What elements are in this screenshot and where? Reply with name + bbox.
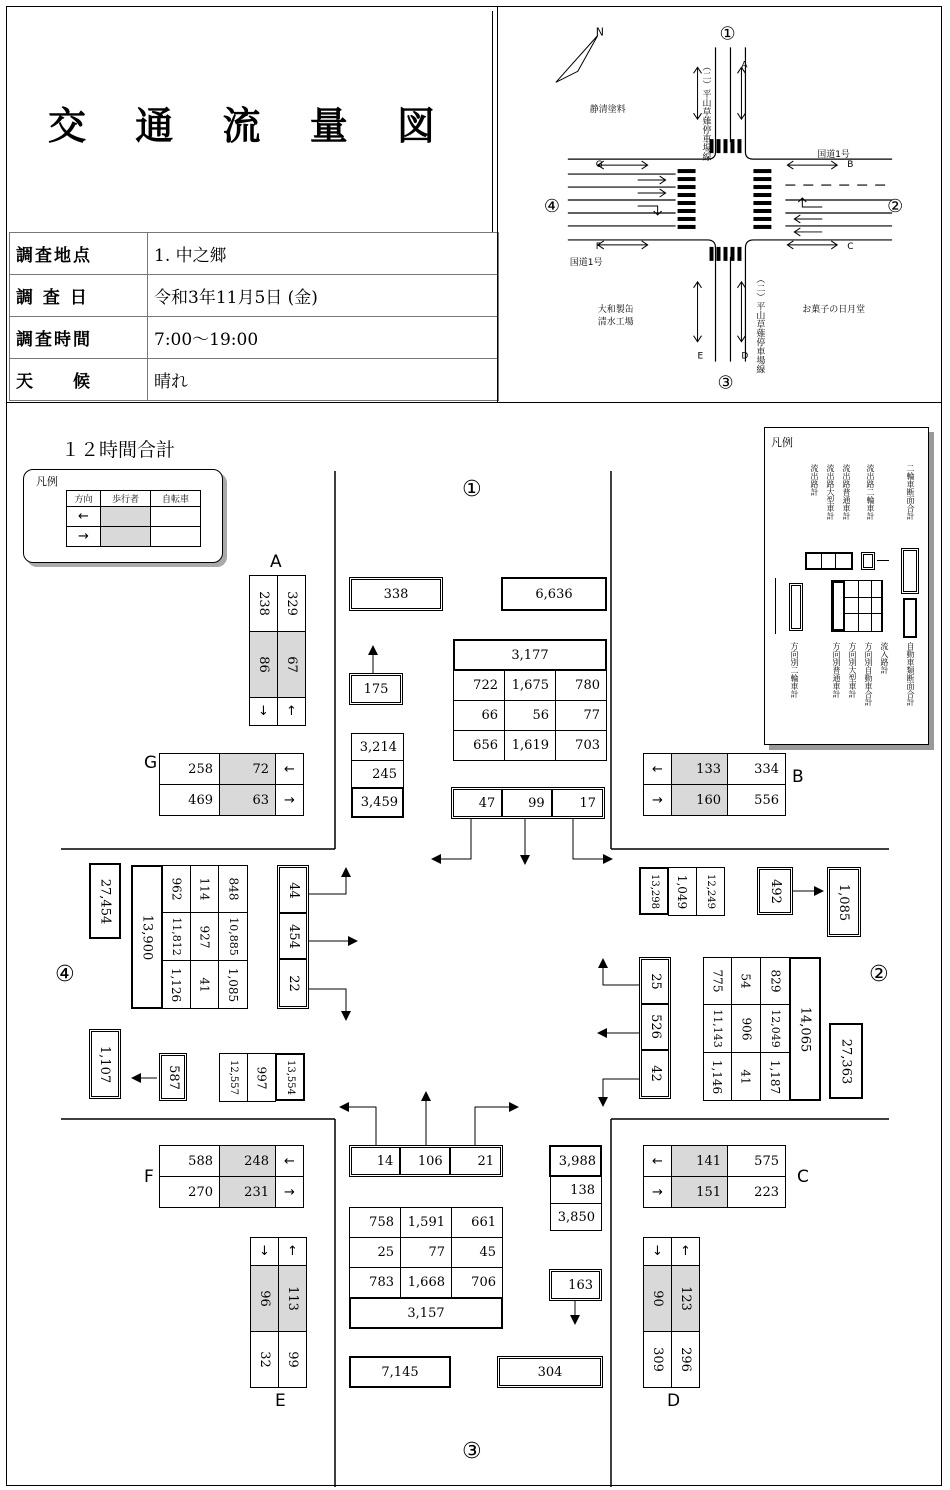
map-road-national-west: 国道1号 — [569, 257, 603, 268]
crossing-label-f: F — [144, 1167, 154, 1187]
value: 86 — [255, 656, 271, 673]
south-dir-auto-left: 758 — [350, 1208, 401, 1238]
legend-arrow-left: ← — [67, 507, 101, 527]
south-dir-2w-right: 21 — [451, 1148, 500, 1174]
value: 123 — [677, 1286, 693, 1311]
crossing-a-bike-down — [250, 576, 278, 632]
subtitle: １２時間合計 — [61, 439, 176, 461]
map-approach-3: ③ — [717, 372, 734, 394]
east-auto-straight — [704, 1005, 732, 1053]
arrow-down-icon: ↓ — [644, 1238, 672, 1266]
west-normal-left — [163, 961, 191, 1009]
value: 22 — [285, 974, 301, 992]
west-dir-2w-box — [277, 865, 309, 1009]
north-section-auto: 6,636 — [501, 577, 607, 611]
north-dir-auto-straight: 1,675 — [505, 671, 556, 701]
legend-arrow-right: → — [67, 527, 101, 547]
north-out-2w: 175 — [349, 673, 403, 705]
south-dir-normal-straight: 1,668 — [401, 1268, 452, 1298]
south-dir-auto-right: 661 — [452, 1208, 503, 1238]
west-dir-2w-right — [280, 960, 306, 1006]
crossing-f-table — [159, 1145, 304, 1208]
legend-dir-2w-box — [789, 583, 803, 631]
east-out-total-value: 13,298 — [648, 873, 660, 909]
value: 1,126 — [169, 967, 184, 1002]
value: 90 — [649, 1290, 665, 1307]
north-dir-large-right: 77 — [556, 701, 607, 731]
legend-dir-grid — [831, 580, 883, 632]
west-section-2w-value: 1,107 — [97, 1045, 113, 1083]
row-value: 7:00～19:00 — [148, 317, 499, 359]
crossing-d-bike-up — [672, 1332, 700, 1388]
crossing-d-table — [643, 1237, 700, 1388]
east-out-large — [669, 868, 697, 916]
north-dir-normal-left: 656 — [454, 731, 505, 761]
east-in-total-value: 14,065 — [797, 1006, 813, 1052]
row-label: 調査時間 — [10, 317, 148, 359]
value: 1,187 — [768, 1059, 783, 1094]
legend-dir-normal: 方向別普通車計 — [832, 642, 841, 698]
west-section-2w — [89, 1029, 121, 1099]
legend-title: 凡例 — [771, 436, 793, 449]
crossing-g-ped-right: 63 — [220, 785, 276, 816]
east-dir-2w-right — [642, 960, 668, 1005]
east-direction-grid — [703, 957, 790, 1101]
map-landmark-sw-2: 清水工場 — [597, 317, 634, 328]
crossing-b-bike-left: 334 — [728, 754, 786, 785]
east-section-auto-value: 27,363 — [838, 1038, 854, 1084]
south-out-total: 3,988 — [549, 1145, 602, 1177]
crossing-b-ped-right: 160 — [672, 785, 728, 816]
south-dir-2w-left: 14 — [352, 1148, 401, 1174]
crossing-e-bike-up — [279, 1332, 307, 1388]
east-section-2w — [827, 867, 861, 937]
lane-arrows — [595, 67, 837, 341]
crossing-e-bike-down — [251, 1332, 279, 1388]
value: 526 — [647, 1014, 663, 1040]
legend-bike-cell — [151, 527, 201, 547]
value: 848 — [226, 877, 240, 901]
map-point-f: F — [595, 241, 601, 252]
east-section-2w-value: 1,085 — [836, 883, 852, 921]
west-in-total-value: 13,900 — [139, 914, 155, 960]
value: 962 — [169, 877, 184, 901]
crosswalk-markings — [678, 139, 772, 261]
arrow-down-icon: ↓ — [251, 1238, 279, 1266]
arrow-up-icon: ↑ — [278, 698, 306, 726]
arrow-down-icon: ↓ — [250, 698, 278, 726]
west-out-normal-value: 13,554 — [284, 1059, 296, 1095]
survey-info-table — [9, 232, 499, 401]
approach-label-3: ③ — [462, 1439, 482, 1464]
value: 454 — [285, 923, 301, 949]
west-normal-straight — [163, 913, 191, 961]
survey-date-row — [10, 275, 499, 317]
crossing-f-bike-left: 588 — [160, 1146, 220, 1177]
legend-dir-auto: 方向別自動車合計 — [864, 642, 873, 706]
map-approach-2: ② — [887, 195, 904, 217]
survey-time-row — [10, 317, 499, 359]
north-out-total: 3,214 — [351, 733, 404, 761]
crossing-b-ped-left: 133 — [672, 754, 728, 785]
legend-table — [66, 490, 201, 547]
south-direction-grid — [349, 1207, 503, 1298]
legend-section-auto: 自動車類断面合計 — [906, 642, 915, 706]
north-dir-large-left: 66 — [454, 701, 505, 731]
legend-in-total: 流入路計 — [880, 642, 889, 674]
west-auto-straight — [219, 913, 248, 961]
value: 12,049 — [768, 1009, 782, 1048]
legend-out-2w-box — [861, 552, 875, 570]
west-out-2w-value: 587 — [165, 1064, 181, 1090]
crossing-label-b: B — [792, 767, 804, 787]
east-auto-right — [704, 958, 732, 1005]
north-dir-2w-left: 47 — [454, 790, 503, 816]
south-dir-large-left: 25 — [350, 1238, 401, 1268]
east-dir-2w-straight — [642, 1005, 668, 1050]
legend-outflow-box — [805, 552, 853, 570]
map-road-local-south: （二）平山草薙停車場線 — [754, 274, 765, 374]
arrow-left-icon: ← — [276, 754, 304, 785]
crossing-f-ped-right: 231 — [220, 1177, 276, 1208]
south-section-2w: 304 — [497, 1356, 603, 1388]
north-arrow-icon — [556, 25, 604, 82]
row-label: 調 査 日 — [10, 275, 148, 317]
value: 114 — [197, 877, 212, 901]
legend-section-2w: 二輪車断面合計 — [906, 464, 915, 520]
west-out-2w — [159, 1053, 187, 1101]
map-road-local-north: （二）平山草薙停車場線 — [700, 62, 711, 161]
north-section-2w: 338 — [349, 577, 443, 611]
crossing-a-ped-down — [250, 632, 278, 698]
crossing-d-ped-down — [644, 1266, 672, 1332]
row-value: 晴れ — [148, 359, 499, 401]
crossing-d-bike-down — [644, 1332, 672, 1388]
value: 829 — [768, 969, 782, 993]
value: 906 — [739, 1017, 753, 1040]
map-landmark-se: お菓子の日月堂 — [802, 304, 866, 315]
north-direction-grid — [453, 670, 607, 761]
crossing-d-ped-up — [672, 1266, 700, 1332]
west-dir-2w-straight — [280, 914, 306, 960]
east-dir-2w-box — [639, 957, 671, 1099]
value: 41 — [197, 976, 212, 993]
crossing-c-table — [643, 1145, 786, 1208]
legend-out-2w: 流出路二輪車計 — [866, 464, 875, 520]
north-dir-2w-box — [451, 787, 605, 819]
value: 67 — [283, 656, 299, 673]
map-point-e: E — [697, 351, 704, 362]
crossing-c-ped-right: 151 — [672, 1177, 728, 1208]
east-dir-2w-left — [642, 1051, 668, 1096]
east-normal-right — [761, 958, 790, 1005]
survey-location-row — [10, 233, 499, 275]
value: 775 — [710, 969, 725, 993]
value: 309 — [649, 1347, 665, 1372]
west-section-auto-value: 27,454 — [97, 878, 113, 924]
value: 10,885 — [226, 917, 240, 956]
value: 11,143 — [711, 1009, 724, 1048]
crossing-label-d: D — [667, 1391, 681, 1411]
crossing-a-table — [249, 575, 306, 726]
map-landmark-sw-1: 大和製缶 — [597, 304, 634, 315]
west-direction-grid — [162, 865, 248, 1009]
south-out-normal: 3,850 — [550, 1203, 602, 1231]
arrow-right-icon: → — [276, 785, 304, 816]
south-dir-normal-left: 783 — [350, 1268, 401, 1298]
west-outflow-grid — [219, 1053, 276, 1102]
south-out-large: 138 — [550, 1176, 602, 1204]
legend-section-auto-box — [903, 598, 917, 638]
east-out-total — [639, 867, 669, 915]
row-label: 調査地点 — [10, 233, 148, 275]
west-in-total — [131, 865, 163, 1009]
map-point-b: B — [847, 160, 854, 171]
east-large-left — [732, 1053, 761, 1101]
map-approach-4: ④ — [543, 195, 560, 217]
south-dir-2w-straight: 106 — [401, 1148, 450, 1174]
legend-arrow-icon — [877, 560, 889, 561]
south-dir-normal-right: 706 — [452, 1268, 503, 1298]
legend-out-total: 流出路計 — [810, 464, 819, 496]
pedestrian-legend — [23, 469, 223, 563]
row-value: 令和3年11月5日 (金) — [148, 275, 499, 317]
legend-col-direction: 方向 — [67, 491, 101, 507]
west-out-normal — [275, 1053, 305, 1101]
north-in-total: 3,177 — [453, 639, 607, 671]
west-section-auto — [89, 863, 121, 939]
north-out-normal: 3,459 — [351, 787, 404, 818]
south-dir-auto-straight: 1,591 — [401, 1208, 452, 1238]
north-dir-2w-right: 17 — [553, 790, 602, 816]
west-large-right — [191, 866, 219, 913]
crossing-a-bike-up — [278, 576, 306, 632]
legend-dir-arrow-icon — [775, 578, 785, 634]
crossing-e-table — [250, 1237, 307, 1388]
north-dir-auto-right: 780 — [556, 671, 607, 701]
crossing-b-bike-right: 556 — [728, 785, 786, 816]
west-out-large — [248, 1054, 276, 1102]
crossing-g-table — [159, 753, 304, 816]
value: 12,557 — [228, 1060, 239, 1095]
map-point-d: D — [741, 351, 749, 362]
south-dir-2w-box — [349, 1145, 503, 1177]
legend-col-pedestrian: 歩行者 — [101, 491, 151, 507]
east-normal-left — [761, 1053, 790, 1101]
crossing-e-ped-up — [279, 1266, 307, 1332]
east-in-total — [789, 957, 821, 1101]
value: 25 — [647, 973, 663, 990]
value: 296 — [677, 1347, 693, 1372]
map-landmark-nw: 静清塗料 — [589, 105, 626, 116]
legend-bike-cell — [151, 507, 201, 527]
map-road-national-east: 国道1号 — [817, 150, 850, 161]
north-label: N — [595, 25, 604, 39]
west-large-left — [191, 961, 219, 1009]
value: 96 — [256, 1290, 272, 1307]
value: 238 — [255, 591, 271, 616]
east-section-auto — [829, 1023, 863, 1099]
map-approach-1: ① — [719, 23, 736, 45]
value: 99 — [284, 1351, 300, 1368]
map-point-a: A — [741, 60, 748, 71]
arrow-left-icon: ← — [644, 754, 672, 785]
crossing-c-bike-left: 575 — [728, 1146, 786, 1177]
value: 113 — [284, 1286, 300, 1311]
west-auto-left — [219, 961, 248, 1009]
north-dir-normal-straight: 1,619 — [505, 731, 556, 761]
east-out-normal — [697, 868, 725, 916]
east-large-straight — [732, 1005, 761, 1053]
main-legend — [764, 427, 929, 745]
value: 42 — [647, 1065, 663, 1082]
row-label: 天 候 — [10, 359, 148, 401]
legend-col-bicycle: 自転車 — [151, 491, 201, 507]
north-dir-2w-straight: 99 — [503, 790, 552, 816]
legend-out-normal: 流出路普通車計 — [842, 464, 851, 520]
north-dir-normal-right: 703 — [556, 731, 607, 761]
west-auto-right — [219, 866, 248, 913]
south-dir-large-straight: 77 — [401, 1238, 452, 1268]
crossing-f-ped-left: 248 — [220, 1146, 276, 1177]
value: 329 — [283, 591, 299, 616]
south-out-2w: 163 — [549, 1269, 602, 1301]
east-out-2w — [757, 867, 793, 915]
east-large-right — [732, 958, 761, 1005]
crossing-e-ped-down — [251, 1266, 279, 1332]
crossing-b-table — [643, 753, 786, 816]
row-value: 1. 中之郷 — [148, 233, 499, 275]
location-map — [497, 7, 942, 402]
approach-label-4: ④ — [55, 962, 75, 987]
east-normal-straight — [761, 1005, 790, 1053]
diagram-frame — [6, 6, 942, 1486]
value: 44 — [285, 881, 301, 899]
page-title: 交 通 流 量 図 — [9, 11, 493, 233]
west-large-straight — [191, 913, 219, 961]
west-dir-2w-left — [280, 868, 306, 914]
legend-ped-cell — [101, 507, 151, 527]
arrow-left-icon: ← — [276, 1146, 304, 1177]
value: 1,049 — [675, 874, 690, 909]
arrow-right-icon: → — [644, 1177, 672, 1208]
north-dir-large-straight: 56 — [505, 701, 556, 731]
legend-dir-large: 方向別大型車計 — [848, 642, 857, 698]
value: 11,812 — [170, 917, 183, 956]
value: 1,146 — [710, 1059, 725, 1094]
approach-label-1: ① — [462, 477, 482, 502]
value: 1,085 — [226, 967, 241, 1002]
arrow-right-icon: → — [276, 1177, 304, 1208]
south-in-total: 3,157 — [349, 1297, 503, 1329]
south-dir-large-right: 45 — [452, 1238, 503, 1268]
crossing-f-bike-right: 270 — [160, 1177, 220, 1208]
crossing-g-bike-left: 258 — [160, 754, 220, 785]
approach-label-2: ② — [869, 962, 889, 987]
crossing-g-bike-right: 469 — [160, 785, 220, 816]
value: 32 — [256, 1351, 272, 1368]
legend-dir-2w: 方向別二輪車計 — [790, 642, 799, 698]
map-point-g: G — [595, 160, 603, 171]
south-section-auto: 7,145 — [349, 1356, 451, 1388]
arrow-up-icon: ↑ — [672, 1238, 700, 1266]
crossing-g-ped-left: 72 — [220, 754, 276, 785]
west-out-total — [220, 1054, 248, 1102]
value: 54 — [739, 973, 753, 989]
value: 41 — [739, 1068, 753, 1085]
crossing-label-e: E — [275, 1391, 286, 1411]
crossing-c-bike-right: 223 — [728, 1177, 786, 1208]
crossing-label-c: C — [797, 1167, 809, 1187]
north-out-large: 245 — [351, 760, 404, 788]
legend-section-2w-box — [901, 548, 919, 594]
legend-title: 凡例 — [36, 475, 58, 488]
map-point-c: C — [847, 241, 854, 252]
weather-row — [10, 359, 499, 401]
arrow-up-icon: ↑ — [279, 1238, 307, 1266]
crossing-label-a: A — [270, 552, 282, 572]
crossing-c-ped-left: 141 — [672, 1146, 728, 1177]
east-auto-left — [704, 1053, 732, 1101]
north-dir-auto-left: 722 — [454, 671, 505, 701]
crossing-label-g: G — [144, 753, 158, 773]
legend-ped-cell — [101, 527, 151, 547]
legend-out-large: 流出路大型車計 — [826, 464, 835, 520]
east-outflow-grid — [668, 867, 725, 916]
crossing-a-ped-up — [278, 632, 306, 698]
value: 12,249 — [705, 874, 716, 909]
east-out-2w-value: 492 — [767, 878, 783, 904]
west-normal-right — [163, 866, 191, 913]
value: 927 — [197, 925, 212, 948]
arrow-left-icon: ← — [644, 1146, 672, 1177]
arrow-right-icon: → — [644, 785, 672, 816]
value: 997 — [254, 1066, 269, 1089]
